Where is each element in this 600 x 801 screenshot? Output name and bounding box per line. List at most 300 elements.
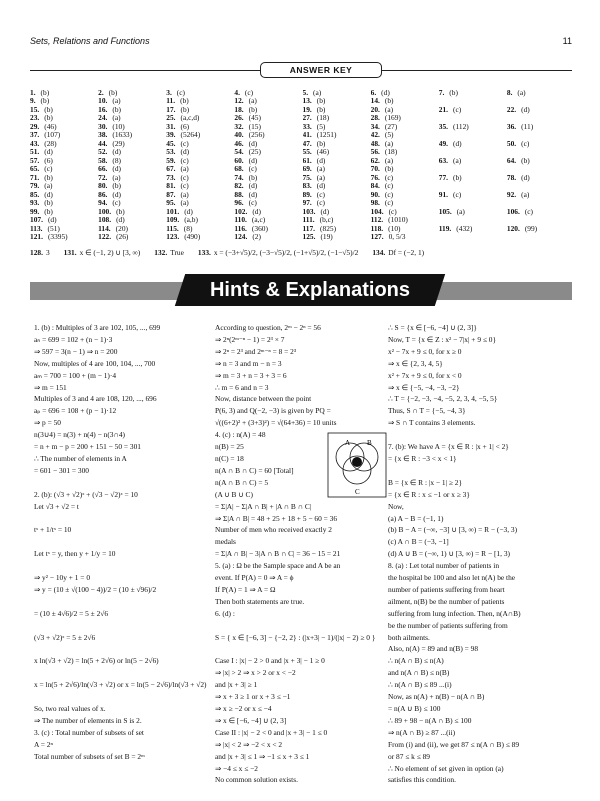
answer-value: (c) (388, 206, 397, 216)
text-line: ⇒ n = 3 and m − n = 3 (215, 358, 282, 368)
text-line: n(3∪4) = n(3) + n(4) − n(3∩4) (34, 430, 125, 440)
text-line: ∴ n(A ∩ B) ≤ 89 ...(i) (388, 680, 452, 690)
venn-label-a: A (345, 439, 351, 447)
answer-value: (a) (44, 181, 53, 191)
question-number: 13. (302, 96, 312, 106)
answer-value: (a) (180, 189, 189, 199)
text-line: If P(A) = 1 ⇒ A = Ω (215, 584, 276, 594)
answer-cell (507, 105, 575, 114)
text-line: 6. (d) : (215, 608, 235, 618)
text-line: = Σ|A ∩ B| − 3|A ∩ B ∩ C| = 36 − 15 = 21 (215, 549, 341, 559)
answer-value: (28) (44, 138, 57, 148)
question-number: 60. (234, 155, 244, 165)
answer-cell (439, 190, 507, 199)
text-line: (A ∪ B ∪ C) (215, 489, 253, 499)
answer-cell (439, 173, 507, 182)
question-number: 91. (438, 189, 448, 199)
answer-value: (432) (456, 223, 473, 233)
text-line: ⇒ x ∈ [−6, −4] ∪ (2, 3] (215, 715, 287, 725)
column-left (34, 322, 209, 763)
answer-value: (c) (384, 172, 394, 182)
text-line: B = {x ∈ R : |x − 1| ≥ 2} (388, 477, 463, 487)
question-number: 64. (506, 155, 517, 165)
column-right (388, 322, 578, 786)
answer-cell (507, 122, 575, 131)
question-number: 134. (372, 247, 386, 257)
answer-value: (c) (453, 189, 462, 199)
text-line: (d) A ∪ B = (−∞, 1) ∪ [3, ∞) = R − [1, 3) (388, 549, 510, 559)
question-number: 102. (234, 206, 248, 216)
question-number: 67. (166, 164, 176, 174)
answer-value: (d) (47, 215, 57, 225)
question-number: 40. (234, 130, 244, 140)
answer-value: (d) (521, 172, 530, 182)
answer-value: (a) (384, 155, 394, 165)
text-line (388, 429, 578, 441)
answer-cell (439, 207, 507, 216)
question-number: 16. (98, 104, 108, 114)
answer-value: (c) (180, 181, 189, 191)
answer-value: (1633) (112, 130, 133, 140)
question-number: 36. (506, 121, 517, 131)
text-line: = n + m − p = 200 + 151 − 50 = 301 (34, 442, 141, 452)
text-line: ∴ The number of elements in A (34, 453, 127, 463)
answer-key-heading (30, 62, 572, 78)
answer-value: (a) (180, 198, 189, 208)
question-number: 48. (370, 138, 380, 148)
text-line (215, 643, 390, 655)
answer-cell (507, 88, 575, 97)
answer-cell (154, 248, 184, 257)
answer-value: (d) (381, 87, 390, 97)
question-number: 74. (234, 172, 244, 182)
question-number: 75. (302, 172, 312, 182)
answer-value: (b,c) (319, 215, 334, 225)
question-number: 19. (302, 104, 312, 114)
text-line: n(C) = 18 (215, 453, 244, 463)
question-number: 5. (302, 87, 309, 97)
answer-value: (a) (316, 172, 325, 182)
answer-cell (439, 88, 507, 97)
answer-value: (99) (524, 223, 538, 233)
answer-value: (c) (112, 198, 121, 208)
venn-label-b: B (367, 439, 372, 447)
answer-value: (256) (248, 130, 265, 140)
answer-value: (26) (116, 232, 129, 242)
question-number: 108. (98, 215, 112, 225)
answer-value: (a,c,d) (180, 113, 200, 123)
question-number: 50. (506, 138, 517, 148)
text-line: (√3 + √2)ˣ = 5 ± 2√6 (34, 632, 96, 642)
answer-value: (b) (108, 87, 118, 97)
answer-value: (a) (521, 189, 530, 199)
answer-value: x ∈ (−1, 2) ∪ [3, ∞) (79, 247, 141, 257)
text-line (215, 620, 390, 632)
answer-value: (2) (252, 232, 261, 242)
text-line: √((6+2)² + (3+3)²) = √(64+36) = 10 units (215, 418, 337, 428)
answer-value: (1251) (316, 130, 337, 140)
question-number: 98. (370, 198, 380, 208)
question-number: 109. (166, 215, 180, 225)
text-line: ∴ S = {x ∈ [−6, −4] ∪ (2, 3]} (388, 323, 477, 332)
text-line: ⇒ m = 151 (34, 382, 67, 392)
question-number: 56. (370, 147, 380, 157)
text-line: (c) A ∩ B = (−3, −1] (388, 537, 449, 547)
text-line: ⇒ x ∈ {−5, −4, −3, −2} (388, 382, 460, 392)
answer-value: (d) (521, 104, 530, 114)
question-number: 4. (234, 87, 240, 97)
question-number: 43. (30, 138, 40, 148)
question-number: 61. (302, 155, 312, 165)
question-number: 58. (98, 155, 108, 165)
answer-value: (5) (316, 121, 326, 131)
question-number: 15. (30, 104, 40, 114)
text-line: ∴ No element of set given in option (a) (388, 763, 504, 773)
text-line: ∴ 89 + 98 − n(A ∩ B) ≤ 100 (388, 715, 472, 725)
answer-value: (6) (44, 155, 53, 165)
question-number: 70. (370, 164, 380, 174)
answer-value: (b) (44, 104, 53, 114)
answer-value: (d) (248, 138, 258, 148)
answer-value: (1010) (388, 215, 408, 225)
answer-value: (d) (252, 206, 261, 216)
text-line (34, 477, 209, 489)
answer-value: (18) (384, 147, 398, 157)
question-number: 9. (30, 96, 36, 106)
venn-center (352, 457, 362, 467)
answer-value: (d) (180, 147, 190, 157)
text-line: = {x ∈ R : −3 < x < 1} (388, 453, 457, 463)
answer-value: (d) (44, 147, 53, 157)
answer-row (30, 156, 575, 173)
question-number: 127. (370, 232, 384, 242)
question-number: 69. (302, 164, 312, 174)
answer-value: 3 (45, 247, 50, 257)
text-line: Also, n(A) = 89 and n(B) = 98 (388, 644, 479, 654)
text-line (34, 620, 209, 632)
text-line: and |x + 3| ≥ 1 (215, 680, 258, 690)
text-line: = (10 ± 4√6)/2 = 5 ± 2√6 (34, 608, 109, 618)
answer-value: (d) (112, 189, 121, 199)
question-number: 63. (438, 155, 448, 165)
answer-value: (b) (112, 181, 121, 191)
page-number: 11 (562, 36, 572, 46)
text-line: n(A ∩ B ∩ C) = 60 [Total] (215, 465, 294, 475)
answer-value: (11) (521, 121, 534, 131)
text-line: Now, multiples of 4 are 100, 104, ..., 700 (34, 358, 156, 368)
answer-cell (198, 248, 358, 257)
text-line: event. If P(A) = 0 ⇒ A = ϕ (215, 573, 294, 583)
text-line: or 87 ≤ k ≤ 89 (388, 751, 430, 761)
question-number: 77. (438, 172, 448, 182)
question-number: 34. (370, 121, 380, 131)
answer-value: (c) (316, 198, 325, 208)
column-middle (215, 322, 390, 786)
question-number: 76. (370, 172, 380, 182)
question-number: 17. (166, 104, 176, 114)
answer-value: (d) (453, 138, 462, 148)
answer-value: Df = (−2, 1) (388, 247, 425, 257)
text-line: x² + 7x + 9 ≤ 0, for x < 0 (388, 370, 462, 380)
text-line: ailment, n(B) be the number of patients (388, 596, 505, 606)
answer-value: (a) (112, 96, 121, 106)
text-line: ⇒ x ≥ −2 or x ≤ −4 (215, 704, 272, 713)
text-line: number of patients suffering from heart (388, 584, 505, 594)
question-number: 47. (302, 138, 312, 148)
text-line: Case II : |x| − 2 < 0 and |x + 3| − 1 ≤ 0 (215, 727, 328, 737)
question-number: 92. (506, 189, 517, 199)
answer-value: (10) (112, 121, 125, 131)
question-number: 59. (166, 155, 176, 165)
answer-cell (507, 173, 575, 182)
answer-row-last (30, 241, 575, 263)
answer-value: (d) (248, 181, 258, 191)
text-line: ∴ n(A ∩ B) ≤ n(A) (388, 656, 444, 666)
question-number: 132. (154, 247, 168, 257)
text-line: x = ln(5 + 2√6)/ln(√3 + √2) or x = ln(5 − 2√6)/ln(√3 + √2) (34, 680, 207, 690)
text-line: (a) A − B = (−1, 1) (388, 513, 444, 523)
answer-row (30, 173, 575, 190)
text-line: and n(A ∩ B) ≤ n(B) (388, 668, 450, 678)
answer-value: x = (−3+√5)/2, (−3−√5)/2, (−1+√5)/2, (−1−√5)/2 (213, 247, 359, 257)
question-number: 125. (302, 232, 316, 242)
answer-value: (a) (248, 96, 257, 106)
question-number: 31. (166, 121, 176, 131)
text-line: ⇒ The number of elements in S is 2. (34, 715, 142, 725)
answer-value: (b) (248, 172, 258, 182)
answer-cell (439, 156, 507, 165)
question-number: 124. (234, 232, 248, 242)
answer-value: (b) (40, 96, 50, 106)
answer-row (30, 190, 575, 207)
text-line: ⇒ p = 50 (34, 418, 61, 428)
question-number: 3. (166, 87, 172, 97)
question-number: 81. (166, 181, 176, 191)
text-line: Now, as n(A) + n(B) − n(A ∩ B) (388, 692, 485, 702)
answer-value: (3395) (47, 232, 68, 242)
answer-row (30, 88, 575, 105)
answer-value: (c) (521, 138, 530, 148)
answer-value: (b) (248, 104, 258, 114)
answer-value: (d) (44, 189, 53, 199)
question-number: 25. (166, 113, 176, 123)
question-number: 54. (234, 147, 244, 157)
answer-cell (303, 232, 371, 241)
text-line: P(6, 3) and Q(−2, −3) is given by PQ = (215, 406, 331, 416)
answer-value: (46) (44, 121, 57, 131)
answer-value: (d) (116, 215, 125, 225)
text-line: ⇒ 597 = 3(n − 1) ⇒ n = 200 (34, 346, 118, 356)
answer-value: (b) (449, 87, 458, 97)
answer-row (30, 139, 575, 156)
question-number: 79. (30, 181, 40, 191)
question-number: 71. (30, 172, 40, 182)
question-number: 101. (166, 206, 180, 216)
text-line: aₘ = 700 = 100 + (m − 1)·4 (34, 370, 117, 380)
question-number: 115. (166, 223, 179, 233)
answer-row (30, 122, 575, 139)
answer-cell (98, 232, 166, 241)
answer-value: (d) (184, 206, 193, 216)
answer-value: (d) (248, 155, 258, 165)
question-number: 46. (234, 138, 244, 148)
text-line: Number of men who received exactly 2 (215, 525, 332, 535)
answer-value: (c) (180, 138, 189, 148)
text-line: n(B) = 25 (215, 442, 244, 452)
text-line: = Σ|A| − Σ|A ∩ B| + |A ∩ B ∩ C| (215, 501, 312, 511)
answer-value: (b) (112, 104, 121, 114)
text-line: 5. (a) : Ω be the Sample space and A be an (215, 561, 341, 571)
text-line: Thus, S ∩ T = {−5, −4, 3} (388, 406, 466, 416)
text-line: tˣ + 1/tˣ = 10 (34, 525, 72, 535)
text-line: No common solution exists. (215, 775, 298, 785)
answer-value: (a) (180, 164, 189, 174)
question-number: 86. (98, 189, 108, 199)
question-number: 35. (438, 121, 448, 131)
text-line: Let tˣ = y, then y + 1/y = 10 (34, 549, 116, 559)
answer-value: (107) (44, 130, 61, 140)
answer-value: (b) (116, 206, 125, 216)
question-number: 65. (30, 164, 40, 174)
answer-value: (15) (248, 121, 261, 131)
text-line: ∴ m = 6 and n = 3 (215, 382, 269, 392)
text-line: ⇒ x + 3 ≥ 1 or x + 3 ≤ −1 (215, 692, 291, 702)
text-line: ⇒ y = (10 ± √(100 − 4))/2 = (10 ± √96)/2 (34, 584, 157, 594)
text-line: ⇒ Σ|A ∩ B| = 48 + 25 + 18 + 5 − 60 = 36 (215, 513, 338, 523)
question-number: 93. (30, 198, 40, 208)
question-number: 2. (98, 87, 104, 97)
question-number: 99. (30, 206, 40, 216)
answer-value: (b) (384, 96, 394, 106)
chapter-title: Sets, Relations and Functions (30, 36, 150, 46)
question-number: 28. (370, 113, 380, 123)
answer-cell (234, 232, 302, 241)
answer-value: (8) (112, 155, 121, 165)
answer-value: (c) (384, 189, 394, 199)
question-number: 55. (302, 147, 312, 157)
question-number: 29. (30, 121, 40, 131)
answer-value: (169) (384, 113, 401, 123)
text-line: = n(A ∪ B) ≤ 100 (388, 704, 441, 713)
question-number: 20. (370, 104, 380, 114)
question-number: 26. (234, 113, 244, 123)
text-line: ⇒ S ∩ T contains 3 elements. (388, 418, 476, 428)
answer-value: (20) (115, 223, 128, 233)
text-line: the hospital be 100 and also let n(A) be the (388, 573, 516, 583)
answer-value: (a) (456, 206, 465, 216)
answer-cell (439, 139, 507, 148)
text-line: A = 2ⁿ (34, 739, 53, 749)
answer-value: (a) (453, 155, 462, 165)
page-header (30, 36, 572, 50)
answer-value: (27) (384, 121, 398, 131)
question-number: 11. (166, 96, 176, 106)
text-line (34, 596, 209, 608)
answer-cell (507, 190, 575, 199)
question-number: 44. (98, 138, 108, 148)
question-number: 114. (98, 223, 111, 233)
hints-banner (30, 272, 572, 308)
text-line: ⇒ −4 ≤ x ≤ −2 (215, 763, 258, 773)
answer-value: (51) (47, 223, 60, 233)
answer-value: (c) (384, 181, 394, 191)
question-number: 38. (98, 130, 108, 140)
question-number: 37. (30, 130, 40, 140)
answer-row (30, 224, 575, 241)
answer-cell (30, 248, 50, 257)
answer-value: (b) (180, 104, 190, 114)
text-line: S = { x ∈ [−6, 3] − {−2, 2} : (|x+3| − 1)/(|x| − 2) ≥ 0 } (215, 632, 376, 642)
text-line (34, 560, 209, 572)
text-line: ⇒ 2ⁿ(2ᵐ⁻ⁿ − 1) = 2³ × 7 (215, 334, 285, 344)
text-line: = 601 − 301 = 300 (34, 465, 90, 475)
answer-value: (b) (316, 138, 326, 148)
answer-value: (b) (316, 104, 326, 114)
answer-value: (a) (517, 87, 526, 97)
answer-value: (5264) (180, 130, 201, 140)
question-number: 73. (166, 172, 176, 182)
answer-value: (10) (388, 223, 401, 233)
answer-value: (c) (244, 87, 254, 97)
question-number: 49. (438, 138, 448, 148)
question-number: 45. (166, 138, 176, 148)
answer-cell (30, 232, 98, 241)
text-line (34, 536, 209, 548)
text-line: Case I : |x| − 2 > 0 and |x + 3| − 1 ≥ 0 (215, 656, 325, 666)
answer-key-title: ANSWER KEY (260, 62, 382, 78)
text-line: be the number of patients suffering from (388, 620, 508, 630)
text-line: 8. (a) : Let total number of patients in (388, 561, 500, 571)
text-line: ⇒ |x| < 2 ⇒ −2 < x < 2 (215, 739, 283, 749)
text-line: x ln(√3 + √2) = ln(5 + 2√6) or ln(5 − 2√6) (34, 656, 159, 666)
question-number: 95. (166, 198, 176, 208)
question-number: 83. (302, 181, 312, 191)
question-number: 66. (98, 164, 108, 174)
text-line: satisfies this condition. (388, 775, 456, 785)
question-number: 85. (30, 189, 40, 199)
question-number: 18. (234, 104, 244, 114)
question-number: 68. (234, 164, 244, 174)
text-line: suffering from lung infection. Then, n(A∩B) (388, 608, 521, 618)
question-number: 111. (302, 215, 315, 225)
text-line: Then both statements are true. (215, 596, 305, 606)
question-number: 27. (302, 113, 312, 123)
answer-value: (d) (112, 164, 121, 174)
answer-value: (b) (384, 164, 394, 174)
question-number: 117. (302, 223, 316, 233)
question-number: 88. (234, 189, 244, 199)
answer-value: (8) (183, 223, 193, 233)
text-line: = {x ∈ R : x ≤ −1 or x ≥ 3} (388, 489, 470, 499)
answer-cell (371, 232, 439, 241)
question-number: 41. (302, 130, 312, 140)
answer-value: (c) (248, 198, 257, 208)
text-line (34, 667, 209, 679)
answer-value: (b) (44, 198, 53, 208)
hints-title: Hints & Explanations (209, 279, 411, 301)
question-number: 6. (370, 87, 377, 97)
answer-value: (a) (313, 87, 322, 97)
answer-value: (18) (316, 113, 330, 123)
question-number: 14. (370, 96, 380, 106)
text-line: (b) B − A = (−∞, −3] ∪ [3, ∞) = R − (−3, 3) (388, 525, 518, 535)
answer-cell (166, 232, 234, 241)
answer-value: (c) (180, 172, 189, 182)
text-line: ⇒ n(A ∩ B) ≥ 87 ...(ii) (388, 727, 456, 737)
answer-cell (372, 248, 424, 257)
question-number: 10. (98, 96, 108, 106)
venn-label-c: C (355, 488, 360, 496)
